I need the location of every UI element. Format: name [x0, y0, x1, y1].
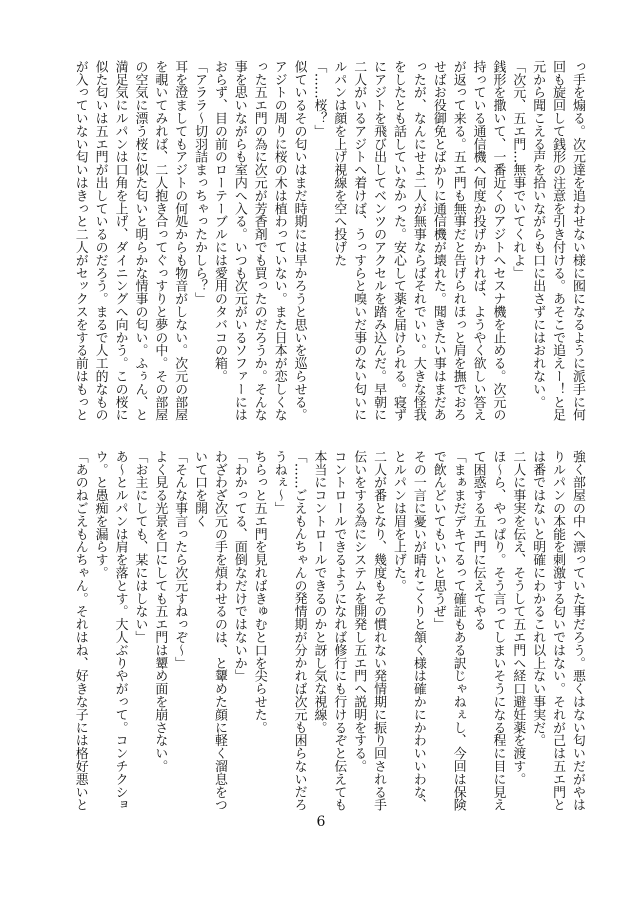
text-column: コントロールできるようになれば修行にも行けるぞと伝えても [331, 450, 347, 812]
text-column: ちらっと五エ門を見ればきゅむと口を尖らせた。 [251, 450, 267, 734]
text-column: が返って来る。五エ門も無事だと告げられほっと肩を撫でおろ [450, 60, 466, 422]
text-column: の空気に漂う桜に似た匂いと明らかな情事の匂い。ふぅん、と [132, 60, 148, 422]
text-column: をしたとも話していなかった。安心して薬を届けられる。寝ず [390, 60, 406, 422]
text-column: て困惑する五エ門に伝えてやる [470, 450, 486, 631]
text-column: ほ～ら、やっぱり。そう言ってしまいそうになる程に目に見え [490, 450, 506, 812]
text-column: よく見る光景を口にしても五エ門は顰め面を崩さない。 [152, 450, 168, 773]
text-column: 「アララ～切羽詰まっちゃったかしら？」 [192, 60, 208, 306]
text-column: りルパンの本能を刺激する匂いではない。それが己は五エ門と [550, 450, 566, 812]
text-column: 「次元、五エ門…無事でいてくれよ」 [510, 60, 526, 280]
upper-text-tier [69, 60, 587, 426]
text-column: 似た匂いは五エ門が出しているのだろう。まるで人工的なもの [92, 60, 108, 422]
text-column: 事を思いながらも室内へ入る。いつも次元がいるソファーには [231, 60, 247, 422]
text-column: 伝いをする為にシステムを開発し五エ門へ説明をする。 [351, 450, 367, 773]
text-column: で飲んどいてもいいと思うぜ」 [430, 450, 446, 631]
text-column: アジトの周りに桜の木は植わっていない。また日本が恋しくな [271, 60, 287, 422]
page-number: 6 [316, 814, 326, 830]
text-column: 元から聞こえる声を拾いながらも口に出さずにはおれない。 [530, 60, 546, 409]
text-column: せばお役御免とばかりに通信機が壊れた。聞きたい事はまだあ [430, 60, 446, 422]
text-column: を覗いてみれば、二人抱き合ってぐっすりと夢の中。その部屋 [152, 60, 168, 422]
text-column: 似ているその匂いはまだ時期には早かろうと思いを巡らせる。 [291, 60, 307, 422]
text-column: 持っている通信機へ何度か投げかければ、ようやく欲しい答え [470, 60, 486, 422]
text-column: ウ。と愚痴を漏らす。 [92, 450, 108, 579]
text-column: が入っていない匂いはきっと二人がセックスをする前はもっと [72, 60, 88, 422]
text-column: 満足気にルパンは口角を上げ、ダイニングへ向かう。この桜に [112, 60, 128, 422]
text-column: 二人がいるアジトへ着けば、うっすらと嗅いだ事のない匂いに [351, 60, 367, 422]
text-column: ったが、なんにせよ二人が無事ならばそれでいい。大きな怪我 [410, 60, 426, 422]
text-column: うねぇ～」 [271, 450, 287, 515]
text-column: おらず、目の前のローテーブルには愛用のタバコの箱。 [211, 60, 227, 383]
text-column: わざわざ次元の手を煩わせるのは、と顰めた顔に軽く溜息をつ [211, 450, 227, 812]
text-column: 二人が番となり、幾度もその慣れない発情期に振り回される手 [371, 450, 387, 812]
text-column: 「……ごえもんちゃんの発情期が分かれば次元も困らないだろ [291, 450, 307, 812]
text-column: った五エ門の為に次元が芳香剤でも買ったのだろうか。そんな [251, 60, 267, 422]
text-column: とルパンは眉を上げた。 [390, 450, 406, 592]
text-column: にアジトを飛び出してベンツのアクセルを踏み込んだ。早朝に [371, 60, 387, 422]
text-column: 本当にコントロールできるのかと訝し気な視線。 [311, 450, 327, 734]
text-column: その一言に憂いが晴れこくりと頷く様は確かにかわいいわな、 [410, 450, 426, 812]
text-column: あ～とルパンは肩を落とす。大人ぶりやがって。コンチクショ [112, 450, 128, 812]
text-column: っ手を煽る。次元達を追わせない様に囮になるように派手に何 [570, 60, 585, 422]
text-column: 耳を澄ましてもアジトの何処からも物音がしない。次元の部屋 [172, 60, 188, 422]
text-column: 「そんな事言ったら次元すねっぞ～」 [172, 450, 188, 670]
text-column: ルパンは顔を上げ視線を空へ投げた [331, 60, 347, 267]
text-column: 「わかってる、面倒なだけではないか」 [231, 450, 247, 683]
text-column: は番ではないと明確にわかるこれ以上ない事実だ。 [530, 450, 546, 747]
text-column: 強く部屋の中へ漂っていた事だろう。悪くはない匂いだがやは [570, 450, 585, 812]
text-column: 銭形を撒いて、一番近くのアジトへセスナ機を止める。次元の [490, 60, 506, 422]
lower-text-tier [69, 450, 587, 816]
text-column: 「……桜？」 [311, 60, 327, 138]
text-column: 「あのねごえもんちゃん。それはね、好きな子には格好悪いと [72, 450, 88, 812]
text-column: 「まぁまだデキてるって確証もある訳じゃねぇし、今回は保険 [450, 450, 466, 812]
text-column: いて口を開く [192, 450, 208, 528]
text-column: 回も旋回して銭形の注意を引き付ける。あそこで追えー！と足 [550, 60, 566, 422]
text-column: 二人に事実を伝え、そうして五エ門へ経口避妊薬を渡す。 [510, 450, 526, 786]
text-column: 「お主にしても、某にはしない」 [132, 450, 148, 644]
